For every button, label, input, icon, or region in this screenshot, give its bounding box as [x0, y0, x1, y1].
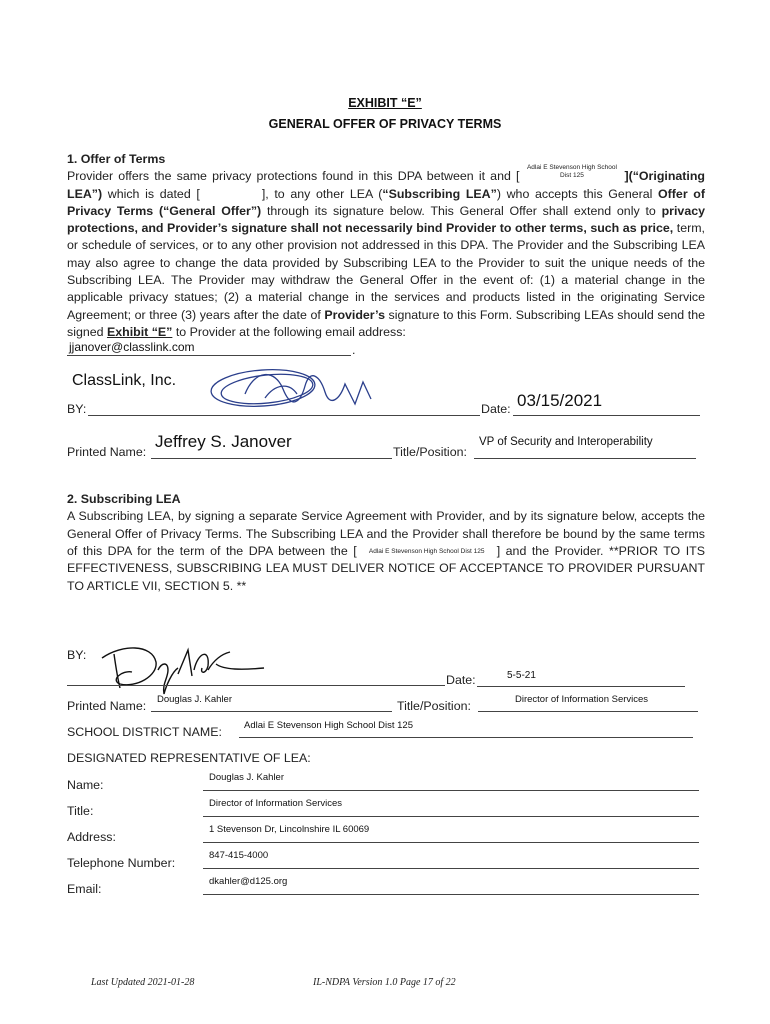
- lea-printed-name-value: Douglas J. Kahler: [157, 694, 232, 705]
- footer-last-updated: Last Updated 2021-01-28: [91, 977, 195, 988]
- school-district-label: SCHOOL DISTRICT NAME:: [67, 725, 222, 739]
- provider-email-value: jjanover@classlink.com: [69, 340, 195, 354]
- lea-title-line: [478, 711, 698, 712]
- designated-row-title: Title: Director of Information Services: [67, 797, 707, 823]
- lea-date-line: [477, 686, 685, 687]
- provider-signature-image: [205, 364, 385, 416]
- lea-signature-image: [92, 640, 272, 696]
- lea-title-label: Title/Position:: [397, 699, 471, 713]
- provider-title-value: VP of Security and Interoperability: [479, 436, 653, 448]
- section2-heading: 2. Subscribing LEA: [67, 492, 181, 506]
- lea-date-label: Date:: [446, 673, 476, 687]
- designated-rep-heading: DESIGNATED REPRESENTATIVE OF LEA:: [67, 751, 311, 765]
- designated-row-telephone: Telephone Number: 847-415-4000: [67, 849, 707, 875]
- provider-printed-name-line: [151, 458, 392, 459]
- designated-row-name: Name: Douglas J. Kahler: [67, 771, 707, 797]
- provider-company-name: ClassLink, Inc.: [72, 372, 177, 389]
- lea-date-value: 5-5-21: [507, 670, 536, 681]
- section-subscribing-lea: [67, 491, 705, 595]
- section1-paragraph: Provider offers the same privacy protections found in this DPA between it and [ Adlai E Stevenson High School Dist 125 ](“Originating LEA”) which is dated [ ], to any other LEA (“Subscribing LEA”) who accepts this General Offer of Privacy Terms (“General Offer”) through its signature below. This General Offer shall extend only to privacy protections, and Provider’s signature shall not necessarily bind Provider to other terms, such as price, term, or schedule of services, or to any other provision not addressed in this DPA. The Provider and the Subscribing LEA may also agree to change the data provided by Subscribing LEA to the Provider to suit the unique needs of the Subscribing LEA. The Provider may withdraw the General Offer in the event of: (1) a material change in the applicable privacy statues; (2) a material change in the services and products listed in the originating Service Agreement; or three (3) years after the date of Provider’s signature to this Form. Subscribing LEAs should send the signed Exhibit “E” to Provider at the following email address:: [67, 163, 706, 339]
- provider-title-label: Title/Position:: [393, 445, 467, 459]
- provider-title-line: [474, 458, 696, 459]
- lea-title-value: Director of Information Services: [515, 694, 649, 705]
- provider-date-line: [513, 415, 700, 416]
- lea-printed-name-label: Printed Name:: [67, 699, 147, 713]
- provider-date-value: 03/15/2021: [517, 391, 603, 410]
- subscribing-lea-fill: Adlai E Stevenson High School Dist 125: [368, 547, 485, 555]
- originating-lea-fill: Adlai E Stevenson High School Dist 125: [526, 163, 617, 179]
- lea-printed-name-line: [151, 711, 392, 712]
- section1-heading: 1. Offer of Terms: [67, 152, 166, 166]
- exhibit-title: EXHIBIT “E”: [348, 96, 422, 110]
- school-district-value: Adlai E Stevenson High School Dist 125: [244, 720, 413, 731]
- section2-paragraph: A Subscribing LEA, by signing a separate Service Agreement with Provider, and by its signature below, accepts the General Offer of Privacy Terms. The Subscribing LEA and the Provider shall therefore be bound by the same terms of this DPA for the term of the DPA between the [ Adlai E Stevenson High School Dist 125 ] and the Provider. **PRIOR TO ITS EFFECTIVENESS, SUBSCRIBING LEA MUST DELIVER NOTICE OF ACCEPTANCE TO PROVIDER PURSUANT TO ARTICLE VII, SECTION 5. **: [67, 509, 706, 593]
- provider-signature-line: [88, 415, 480, 416]
- designated-row-address: Address: 1 Stevenson Dr, Lincolnshire IL 60069: [67, 823, 707, 849]
- provider-printed-name-value: Jeffrey S. Janover: [155, 432, 292, 451]
- section-offer-of-terms: [67, 151, 705, 341]
- lea-signature-line: [67, 685, 445, 686]
- provider-printed-name-label: Printed Name:: [67, 445, 147, 459]
- designated-rep-table: [67, 771, 707, 901]
- provider-date-label: Date:: [481, 402, 511, 416]
- designated-row-email: Email: dkahler@d125.org: [67, 875, 707, 901]
- provider-by-label: BY:: [67, 402, 87, 416]
- school-district-line: [239, 737, 693, 738]
- footer-page-number: IL-NDPA Version 1.0 Page 17 of 22: [313, 977, 456, 988]
- document-heading: GENERAL OFFER OF PRIVACY TERMS: [268, 117, 502, 131]
- lea-by-label: BY:: [67, 648, 87, 662]
